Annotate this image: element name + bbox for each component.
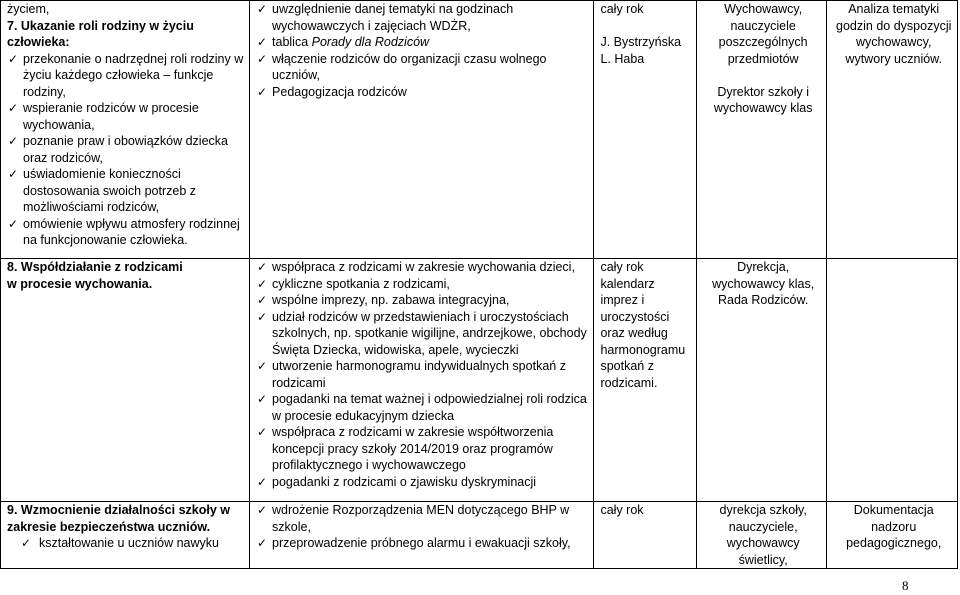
checklist-item [256, 474, 590, 491]
text-line: uczniów, [272, 68, 320, 82]
responsible-cell [696, 259, 827, 502]
text-line: w procesie edukacyjnym dziecka [272, 408, 455, 423]
text-line: pogadanki z rodzicami o zjawisku dyskryminacji [272, 474, 537, 489]
table-row [1, 502, 958, 569]
text-line [272, 34, 590, 51]
form-cell [250, 1, 594, 259]
text-segment: Porady dla Rodziców [311, 35, 430, 49]
text-line: wspólne imprezy, np. zabawa integracyjna, [272, 293, 510, 307]
checkmark-icon: ✓ [257, 51, 268, 66]
text-line: imprez i [600, 293, 645, 307]
spacer [600, 18, 692, 35]
text-line: uświadomienie konieczności [23, 167, 181, 181]
checklist-item [7, 100, 246, 133]
evaluation-cell [827, 1, 958, 259]
text-line: poznanie praw i obowiązków dziecka [23, 134, 228, 148]
text-line: nadzoru [871, 519, 917, 534]
text-line: 9. Wzmocnienie działalności szkoły w [7, 503, 230, 517]
text-line: uwzględnienie danej tematyki na godzinach [272, 2, 514, 16]
checklist-item [256, 34, 590, 51]
checkmark-icon: ✓ [257, 84, 268, 99]
text-segment: tablica [272, 35, 312, 49]
deadline-cell [594, 259, 696, 502]
checklist-item [256, 51, 590, 84]
evaluation-cell [827, 259, 958, 502]
responsible-cell [696, 1, 827, 259]
checklist-item [256, 1, 590, 34]
text-line: przekonanie o nadrzędnej roli rodziny w [23, 51, 244, 66]
text-line: współpraca z rodzicami w zakresie wychowania dzieci, [272, 260, 575, 274]
checklist-item [256, 535, 590, 552]
text-line: człowieka: [7, 35, 70, 49]
checklist-item [256, 358, 590, 391]
text-line: przedmiotów [727, 51, 799, 66]
checklist-item [256, 292, 590, 309]
text-line: godzin do dyspozycji [836, 18, 952, 33]
text-line: utworzenie harmonogramu indywidualnych spotkań z [272, 359, 566, 373]
deadline-cell [594, 502, 696, 569]
checkmark-icon: ✓ [257, 276, 268, 291]
text-line: rodzicami [272, 375, 326, 390]
text-line: udział rodziców w przedstawieniach i uroczystościach [272, 309, 569, 324]
text-line: zakresie bezpieczeństwa uczniów. [7, 519, 211, 534]
text-line: nauczyciele, [728, 519, 798, 534]
text-line: wychowawcy, [855, 35, 932, 49]
checklist-item [7, 535, 246, 552]
checklist-item [256, 309, 590, 359]
checklist-item [256, 259, 590, 276]
checkmark-icon: ✓ [8, 134, 19, 148]
table-row [1, 1, 958, 259]
text-line: Dyrektor szkoły i [717, 84, 809, 99]
text-line: spotkań z [600, 359, 654, 373]
text-line: omówienie wpływu atmosfery rodzinnej [23, 216, 240, 231]
page-number: 8 [902, 578, 909, 593]
responsible-cell [696, 502, 827, 569]
spacer [703, 67, 824, 84]
text-line: oraz rodziców, [23, 150, 103, 165]
text-line: poszczególnych [718, 35, 808, 49]
checkmark-icon: ✓ [257, 309, 268, 324]
text-line: współpraca z rodzicami w zakresie współtworzenia [272, 425, 554, 439]
text-line: uroczystości [600, 309, 670, 324]
checkmark-icon: ✓ [8, 101, 19, 115]
checklist-item [7, 216, 246, 249]
text-line: koncepcji pracy szkoły 2014/2019 oraz programów [272, 441, 553, 456]
checkmark-icon: ✓ [257, 359, 268, 373]
text-line: kalendarz [600, 276, 655, 291]
checkmark-icon: ✓ [8, 51, 19, 66]
text-line: profilaktycznego i wychowawczego [272, 458, 466, 472]
task-cell [1, 502, 250, 569]
text-line: możliwościami rodziców, [23, 200, 160, 214]
text-line: na funkcjonowanie człowieka. [23, 233, 188, 247]
text-line: przeprowadzenie próbnego alarmu i ewakuacji szkoły, [272, 536, 571, 550]
text-line: Święta Dziecka, widowiska, apele, wycieczki [272, 342, 519, 357]
checkmark-icon: ✓ [257, 474, 268, 489]
checklist-item [256, 391, 590, 424]
text-line: kształtowanie u uczniów nawyku [39, 536, 219, 550]
text-line: cały rok [600, 260, 644, 274]
text-line: nauczyciele [730, 18, 796, 33]
text-line: wdrożenie Rozporządzenia MEN dotyczącego BHP w [272, 503, 570, 517]
text-line: wychowania, [23, 117, 95, 132]
text-line: Dyrekcja, [737, 260, 790, 274]
text-line: cykliczne spotkania z rodzicami, [272, 276, 450, 291]
task-cell [1, 1, 250, 259]
text-line: pedagogicznego, [846, 536, 942, 550]
checkmark-icon: ✓ [21, 536, 32, 550]
checkmark-icon: ✓ [257, 293, 268, 307]
text-line: pogadanki na temat ważnej i odpowiedzialnej roli rodzica [272, 392, 587, 406]
text-line: wychowawczych i zajęciach WDŻR, [272, 18, 471, 33]
checkmark-icon: ✓ [257, 503, 268, 517]
text-line: cały rok [600, 503, 644, 517]
form-cell [250, 259, 594, 502]
text-line: szkole, [272, 519, 311, 534]
form-cell [250, 502, 594, 569]
text-line: Pedagogizacja rodziców [272, 84, 407, 99]
text-line: wspieranie rodziców w procesie [23, 101, 199, 115]
text-line: w procesie wychowania. [7, 276, 153, 291]
checkmark-icon: ✓ [257, 260, 268, 274]
checkmark-icon: ✓ [8, 167, 19, 181]
checkmark-icon: ✓ [257, 35, 268, 49]
deadline-cell [594, 1, 696, 259]
text-line: J. Bystrzyńska [600, 35, 682, 49]
checkmark-icon: ✓ [257, 536, 268, 550]
text-line: włączenie rodziców do organizacji czasu wolnego [272, 51, 547, 66]
text-line: L. Haba [600, 51, 645, 66]
task-cell [1, 259, 250, 502]
checklist-item [256, 502, 590, 535]
text-line: dostosowania swoich potrzeb z [23, 183, 197, 198]
checklist-item [256, 84, 590, 101]
text-line: rodzicami. [600, 375, 658, 390]
evaluation-cell [827, 502, 958, 569]
text-line: 8. Współdziałanie z rodzicami [7, 260, 183, 274]
text-line: 7. Ukazanie roli rodziny w życiu [7, 18, 194, 33]
checklist-item [256, 424, 590, 474]
checkmark-icon: ✓ [8, 216, 19, 231]
text-line: cały rok [600, 2, 644, 16]
text-line: Analiza tematyki [848, 2, 940, 16]
text-line: dyrekcja szkoły, [719, 503, 807, 517]
checklist-item [7, 166, 246, 216]
checklist-item [256, 276, 590, 293]
checkmark-icon: ✓ [257, 2, 268, 16]
text-line: szkolnych, np. spotkanie wigilijne, andrzejkowe, obchody [272, 326, 587, 340]
table-row [1, 259, 958, 502]
checkmark-icon: ✓ [257, 392, 268, 406]
text-line: wychowawcy klas, [712, 276, 815, 291]
text-line: wychowawcy klas [713, 101, 813, 115]
text-line: Dokumentacja [853, 503, 934, 517]
text-line: Rada Rodziców. [717, 293, 809, 307]
text-line: wychowawcy świetlicy, [726, 536, 800, 567]
checkmark-icon: ✓ [257, 425, 268, 439]
text-line: oraz według [600, 326, 668, 340]
text-line: Wychowawcy, [724, 2, 803, 16]
text-line: harmonogramu [600, 342, 686, 357]
checklist-item [7, 133, 246, 166]
checklist-item [7, 51, 246, 101]
text-line: życiu każdego człowieka – funkcje [23, 68, 214, 82]
text-line: wytwory uczniów. [845, 51, 942, 66]
text-line: życiem, [7, 2, 50, 16]
text-line: rodziny, [23, 84, 66, 99]
